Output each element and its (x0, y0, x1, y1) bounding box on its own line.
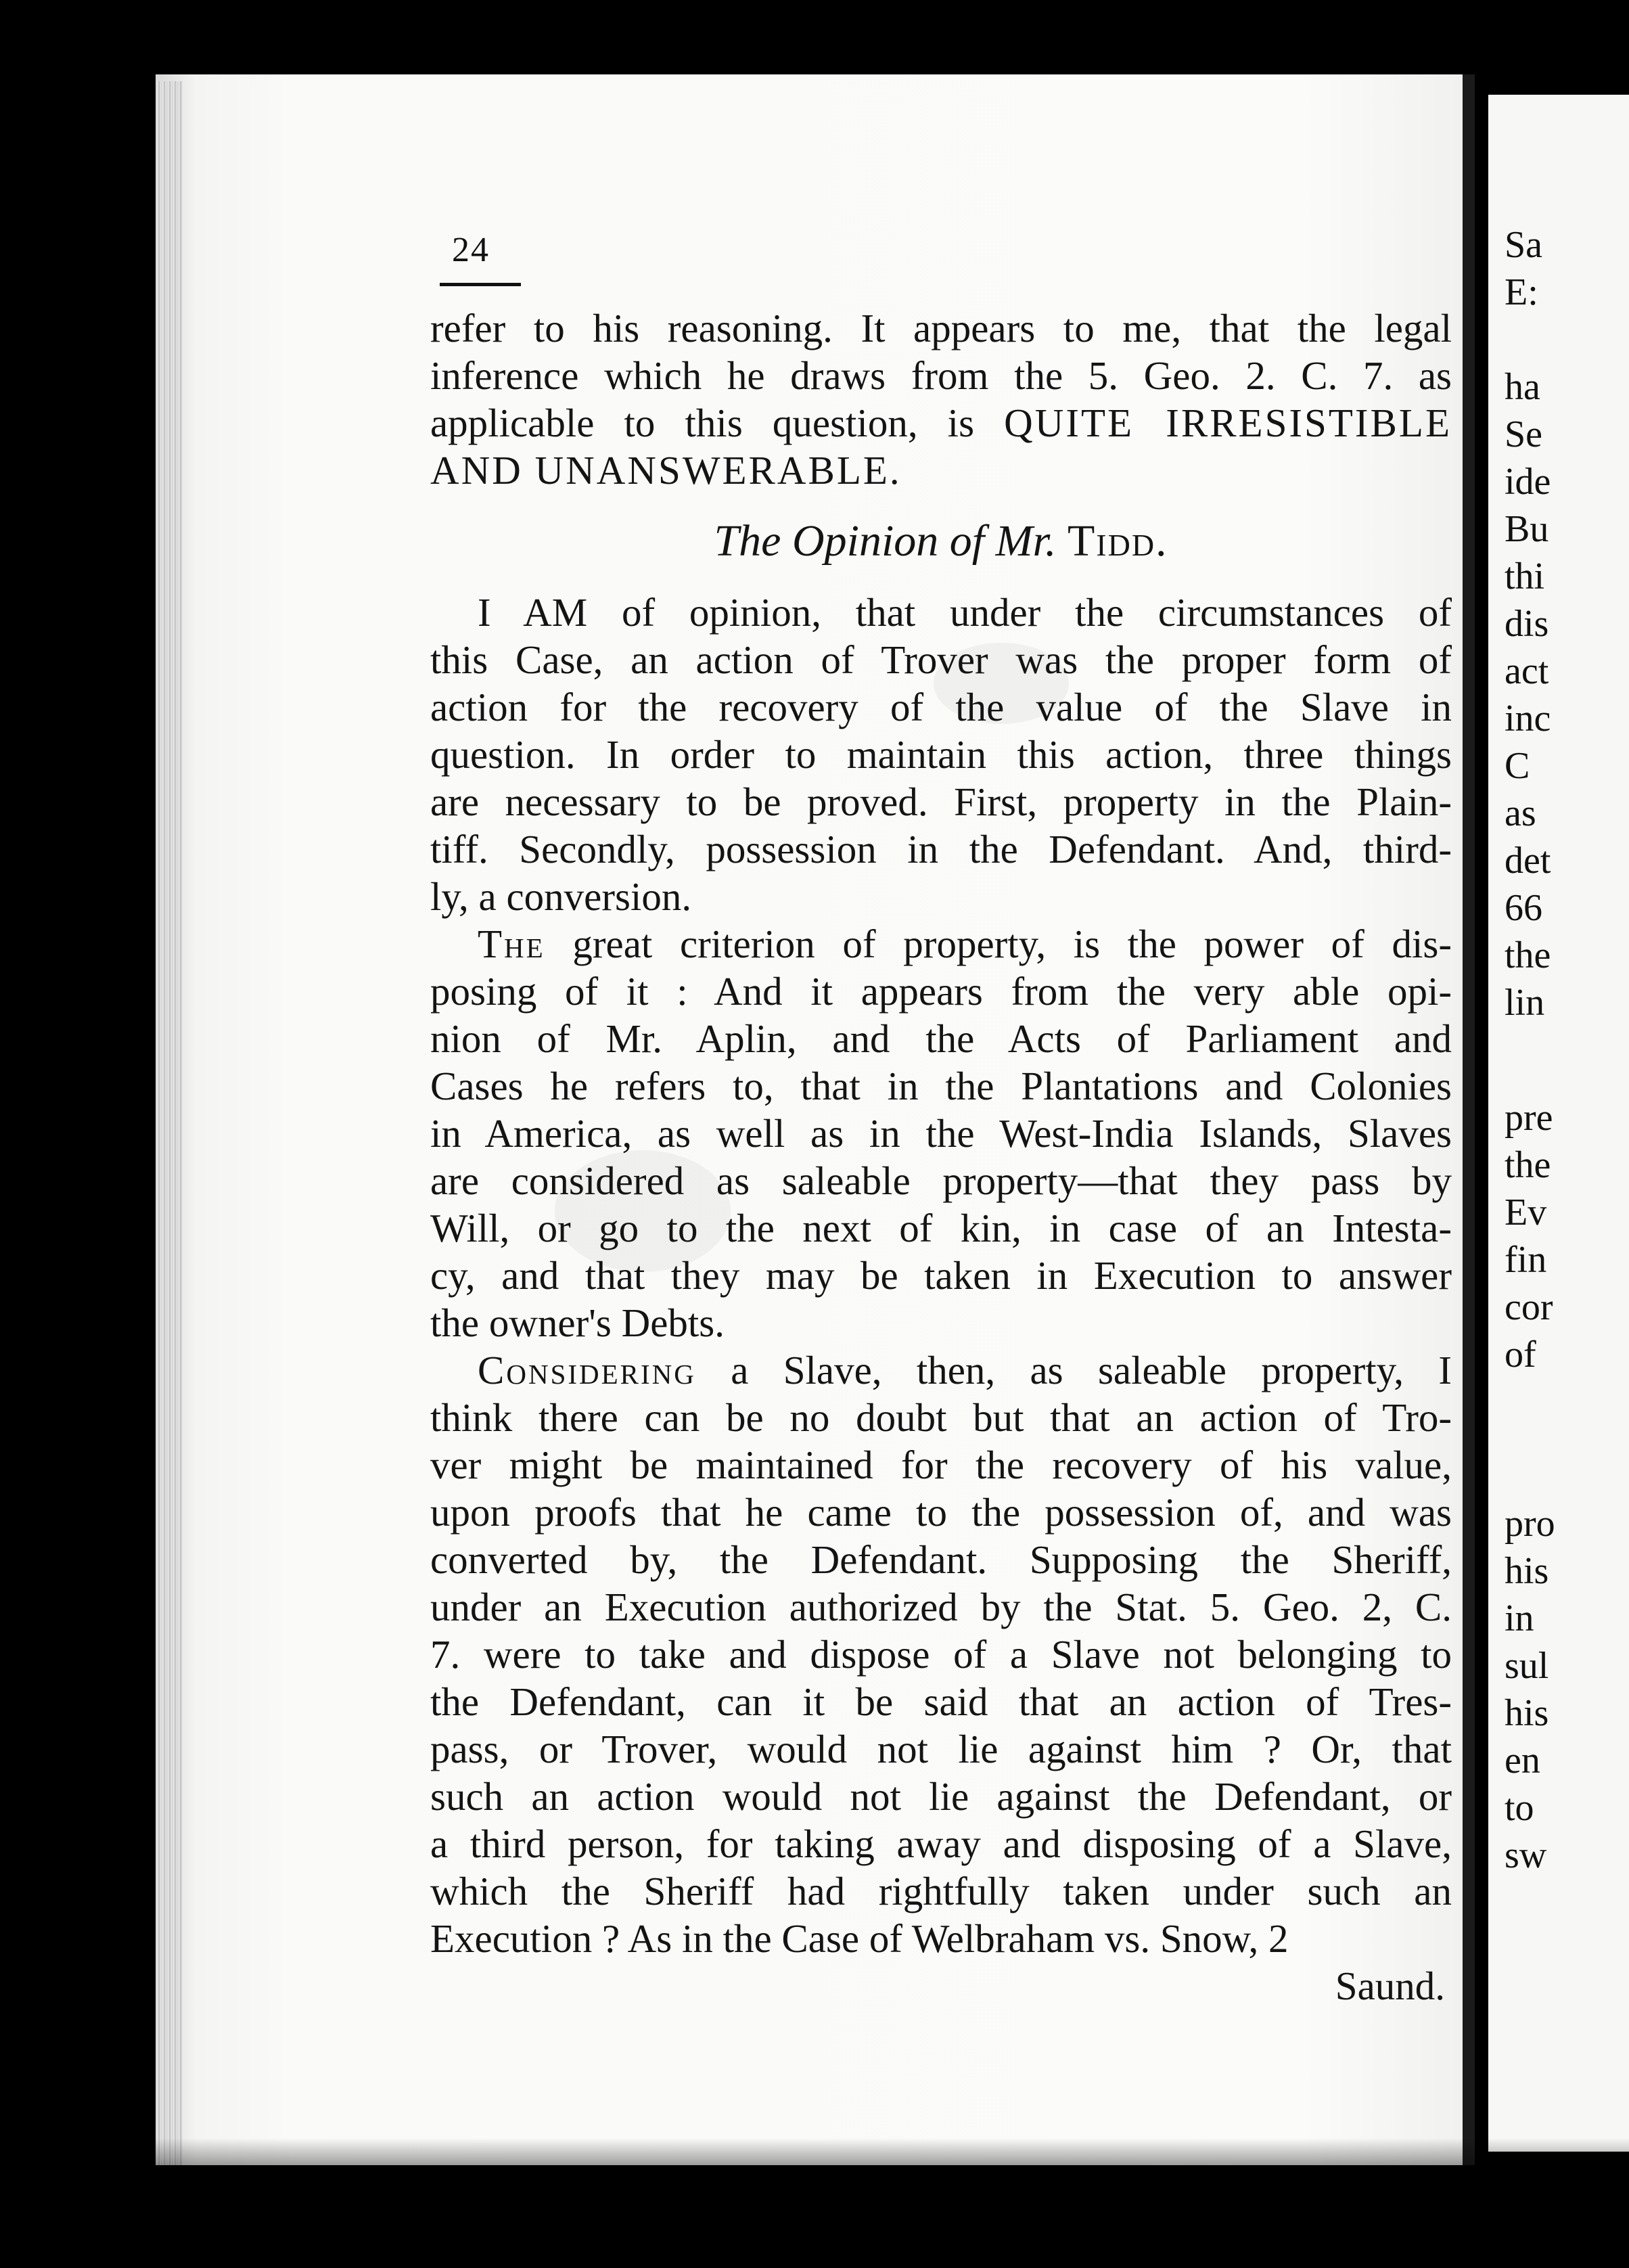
facing-page-text: Bu (1505, 508, 1549, 550)
page-body (430, 304, 1452, 2010)
text-fragment: a Slave, then, as saleable property, I (695, 1348, 1452, 1392)
text-line: Cases he refers to, that in the Plantations and Colonies (430, 1064, 1452, 1108)
section-heading (430, 501, 1452, 582)
text-line: this Case, an action of Trover was the proper form of (430, 637, 1452, 682)
text-line: are considered as saleable property—that they pass by (430, 1158, 1452, 1203)
header-rule (440, 283, 521, 286)
facing-page-text: his (1505, 1550, 1549, 1592)
facing-page-text: ide (1505, 461, 1551, 503)
text-line: Will, or go to the next of kin, in case of an Intesta- (430, 1206, 1452, 1250)
facing-page-text: the (1505, 934, 1551, 976)
text-line: upon proofs that he came to the possession of, and was (430, 1490, 1452, 1535)
text-line: ver might be maintained for the recovery of his value, (430, 1443, 1452, 1487)
text-line: action for the recovery of the value of the Slave in (430, 685, 1452, 729)
facing-page-text: thi (1505, 555, 1545, 597)
paragraph-lead-caps: Considering (478, 1348, 696, 1392)
facing-page-text: C (1505, 745, 1530, 787)
text-line: converted by, the Defendant. Supposing the Sheriff, (430, 1537, 1452, 1582)
facing-page-text: ha (1505, 366, 1540, 408)
facing-page-text: lin (1505, 982, 1545, 1024)
paragraphs (430, 589, 1452, 1962)
facing-page-text: of (1505, 1334, 1536, 1376)
facing-page-text: Se (1505, 413, 1542, 455)
facing-page-text: sul (1505, 1645, 1549, 1687)
text-line: which the Sheriff had rightfully taken under such an (430, 1869, 1452, 1913)
text-line (430, 399, 1452, 447)
facing-page-text: dis (1505, 603, 1549, 645)
text-line: ly, a conversion. (430, 874, 692, 919)
text-line: pass, or Trover, would not lie against him ? Or, that (430, 1727, 1452, 1771)
text-line: such an action would not lie against the Defendant, or (430, 1774, 1452, 1819)
page-edge-binding (156, 81, 183, 2165)
facing-page-text: act (1505, 650, 1549, 692)
text-line: are necessary to be proved. First, property in the Plain- (430, 779, 1452, 824)
facing-page-text: the (1505, 1144, 1551, 1186)
text-line: under an Execution authorized by the Stat. 5. Geo. 2, C. (430, 1585, 1452, 1629)
text-line: think there can be no doubt but that an action of Tro- (430, 1395, 1452, 1440)
page-bottom-shadow (156, 2138, 1629, 2179)
text-line: posing of it : And it appears from the very able opi- (430, 969, 1452, 1014)
facing-page-text: pre (1505, 1097, 1553, 1139)
text-line: I AM of opinion, that under the circumstances of (478, 590, 1452, 635)
facing-page-text: sw (1505, 1834, 1547, 1876)
text-line: the Defendant, can it be said that an action of Tres- (430, 1679, 1452, 1724)
heading-name: Tidd. (1067, 516, 1168, 566)
facing-page-text: en (1505, 1740, 1540, 1782)
text-line: 7. were to take and dispose of a Slave not belonging to (430, 1632, 1452, 1677)
text-line: refer to his reasoning. It appears to me, that the legal (430, 306, 1452, 350)
facing-page-text: det (1505, 840, 1551, 882)
facing-page-fragment (1488, 95, 1629, 2152)
text-line: in America, as well as in the West-India Islands, Slaves (430, 1111, 1452, 1156)
facing-page-text: Ev (1505, 1192, 1547, 1233)
facing-page-text: cor (1505, 1286, 1553, 1328)
text-line: AND UNANSWERABLE. (430, 448, 902, 493)
facing-page-text: as (1505, 792, 1536, 834)
heading-italic: The Opinion of Mr. (714, 516, 1057, 566)
facing-page-text: 66 (1505, 887, 1542, 929)
text-line: cy, and that they may be taken in Execution to answer (430, 1253, 1452, 1298)
text-line: inference which he draws from the 5. Geo. 2. C. 7. as (430, 353, 1452, 398)
facing-page-text: his (1505, 1692, 1549, 1734)
text-line: tiff. Secondly, possession in the Defendant. And, third- (430, 827, 1452, 871)
text-line (430, 1346, 1452, 1394)
text-line: nion of Mr. Aplin, and the Acts of Parliament and (430, 1016, 1452, 1061)
text-fragment: applicable to this question, is (430, 401, 1005, 445)
text-line: question. In order to maintain this action, three things (430, 732, 1452, 777)
text-fragment: great criterion of property, is the power of dis- (545, 922, 1452, 966)
emphasis-caps: QUITE IRRESISTIBLE (1004, 401, 1452, 445)
facing-page-text: fin (1505, 1239, 1547, 1281)
catchword: Saund. (1335, 1964, 1445, 2008)
text-line: a third person, for taking away and disposing of a Slave, (430, 1821, 1452, 1866)
text-line: the owner's Debts. (430, 1300, 725, 1345)
page-number: 24 (452, 231, 490, 269)
facing-page-text: Sa (1505, 224, 1542, 266)
text-line (430, 920, 1452, 968)
facing-page-text: pro (1505, 1503, 1555, 1545)
facing-page-text: inc (1505, 698, 1551, 740)
paragraph-lead-caps: The (478, 922, 545, 966)
facing-page-text: to (1505, 1787, 1534, 1829)
text-line: Execution ? As in the Case of Welbraham vs. Snow, 2 (430, 1916, 1289, 1961)
facing-page-text: E: (1505, 271, 1538, 313)
facing-page-text: in (1505, 1597, 1534, 1639)
